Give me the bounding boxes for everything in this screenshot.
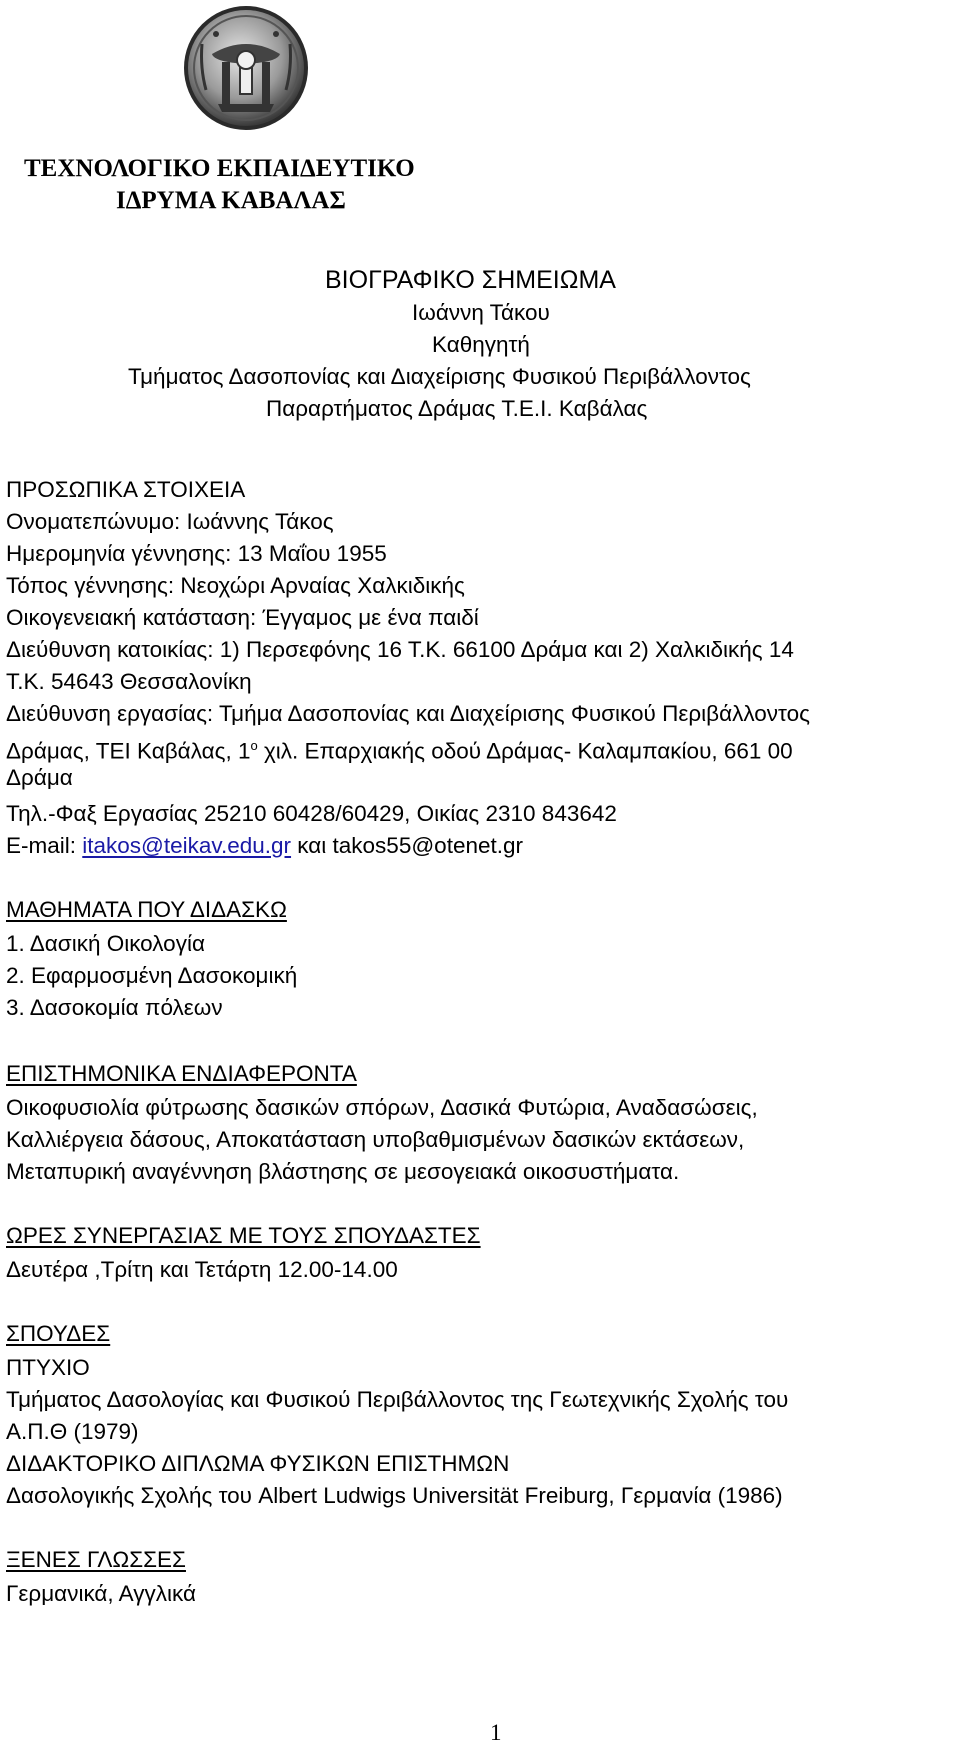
email-line xyxy=(6,830,523,862)
languages-text: Γερμανικά, Αγγλικά xyxy=(6,1581,197,1606)
institution-name-line1: ΤΕΧΝΟΛΟΓΙΚΟ ΕΚΠΑΙΔΕΥΤΙΚΟ xyxy=(24,155,415,182)
ancient-coin-seal-icon xyxy=(182,4,310,132)
interests-line: Μεταπυρική αναγέννηση βλάστησης σε μεσογειακά οικοσυστήματα. xyxy=(6,1159,680,1184)
studies-heading: ΣΠΟΥΔΕΣ xyxy=(6,1321,111,1346)
work-address-part: χιλ. Επαρχιακής οδού Δράμας- Καλαμπακίου, 661 00 xyxy=(257,738,793,764)
studies-line: Α.Π.Θ (1979) xyxy=(6,1419,139,1444)
work-address-line2 xyxy=(6,730,793,768)
interests-line: Καλλιέργεια δάσους, Αποκατάσταση υποβαθμισμένων δασικών εκτάσεων, xyxy=(6,1127,745,1152)
personal-line: Τόπος γέννησης: Νεοχώρι Αρναίας Χαλκιδικής xyxy=(6,573,465,598)
person-rank: Καθηγητή xyxy=(432,332,530,357)
personal-line: Ονοματεπώνυμο: Ιωάννης Τάκος xyxy=(6,509,334,534)
studies-line: ΠΤΥΧΙΟ xyxy=(6,1355,90,1380)
interests-line: Οικοφυσιολία φύτρωσης δασικών σπόρων, Δασικά Φυτώρια, Αναδασώσεις, xyxy=(6,1095,758,1120)
languages-heading: ΞΕΝΕΣ ΓΛΩΣΣΕΣ xyxy=(6,1547,186,1572)
document-title: ΒΙΟΓΡΑΦΙΚΟ ΣΗΜΕΙΩΜΑ xyxy=(325,266,616,294)
personal-line: Διεύθυνση κατοικίας: 1) Περσεφόνης 16 Τ.Κ. 66100 Δράμα και 2) Χαλκιδικής 14 xyxy=(6,637,794,662)
course-item: 1. Δασική Οικολογία xyxy=(6,931,205,956)
studies-line: Δασολογικής Σχολής του Albert Ludwigs Universität Freiburg, Γερμανία (1986) xyxy=(6,1483,783,1508)
personal-heading: ΠΡΟΣΩΠΙΚΑ ΣΤΟΙΧΕΙΑ xyxy=(6,477,246,502)
email-rest: και takos55@otenet.gr xyxy=(291,833,523,858)
email-link[interactable]: itakos@teikav.edu.gr xyxy=(82,833,292,858)
personal-line: Ημερομηνία γέννησης: 13 Μαΐου 1955 xyxy=(6,541,387,566)
course-item: 2. Εφαρμοσμένη Δασοκομική xyxy=(6,963,298,988)
hours-text: Δευτέρα ,Τρίτη και Τετάρτη 12.00-14.00 xyxy=(6,1257,398,1282)
hours-heading: ΩΡΕΣ ΣΥΝΕΡΓΑΣΙΑΣ ΜΕ ΤΟΥΣ ΣΠΟΥΔΑΣΤΕΣ xyxy=(6,1223,481,1248)
work-address-part: Δράμας, ΤΕΙ Καβάλας, 1 xyxy=(6,738,251,764)
ordinal-superscript: ο xyxy=(250,738,258,753)
department-name: Τμήματος Δασοπονίας και Διαχείρισης Φυσικού Περιβάλλοντος xyxy=(128,364,751,389)
personal-line: Οικογενειακή κατάσταση: Έγγαμος με ένα παιδί xyxy=(6,605,479,630)
course-item: 3. Δασοκομία πόλεων xyxy=(6,995,223,1020)
phone-line: Τηλ.-Φαξ Εργασίας 25210 60428/60429, Οικίας 2310 843642 xyxy=(6,801,617,826)
interests-heading: ΕΠΙΣΤΗΜΟΝΙΚΑ ΕΝΔΙΑΦΕΡΟΝΤΑ xyxy=(6,1061,357,1086)
studies-line: ΔΙΔΑΚΤΟΡΙΚΟ ΔΙΠΛΩΜΑ ΦΥΣΙΚΩΝ ΕΠΙΣΤΗΜΩΝ xyxy=(6,1451,510,1476)
institution-name-line2: ΙΔΡΥΜΑ ΚΑΒΑΛΑΣ xyxy=(116,187,346,214)
personal-line: Διεύθυνση εργασίας: Τμήμα Δασοπονίας και Διαχείρισης Φυσικού Περιβάλλοντος xyxy=(6,701,810,726)
work-address-line3: Δράμα xyxy=(6,765,73,790)
studies-line: Τμήματος Δασολογίας και Φυσικού Περιβάλλοντος της Γεωτεχνικής Σχολής του xyxy=(6,1387,789,1412)
person-name: Ιωάννη Τάκου xyxy=(412,300,550,325)
courses-heading: ΜΑΘΗΜΑΤΑ ΠΟΥ ΔΙΔΑΣΚΩ xyxy=(6,897,287,922)
personal-line: Τ.Κ. 54643 Θεσσαλονίκη xyxy=(6,669,252,694)
page-number: 1 xyxy=(490,1720,502,1745)
branch-name: Παραρτήματος Δράμας Τ.Ε.Ι. Καβάλας xyxy=(266,396,648,421)
email-label: E-mail: xyxy=(6,833,83,858)
